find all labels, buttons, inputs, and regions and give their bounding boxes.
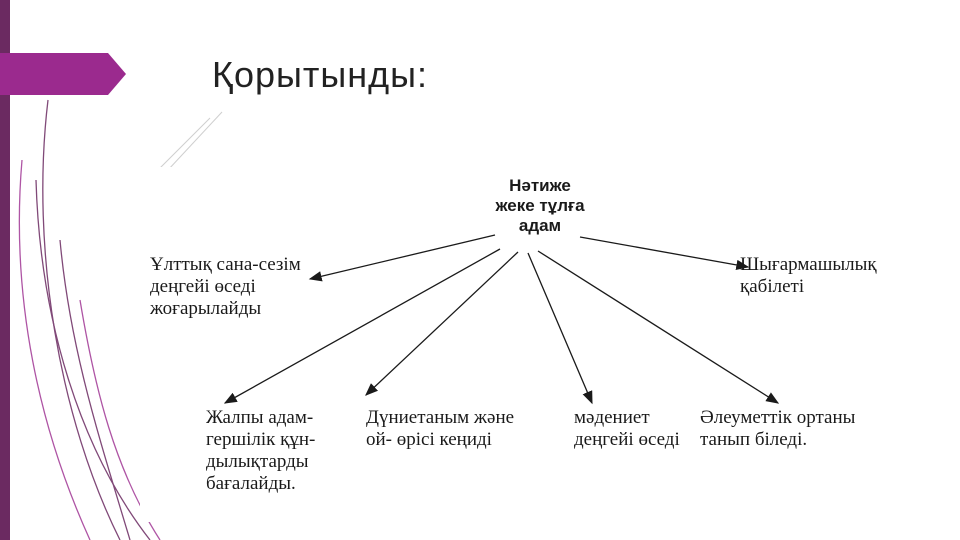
arrow-to-culture	[528, 253, 592, 403]
title-tab-marker	[0, 53, 126, 95]
node-creative-ability: Шығармашылық қабілеті	[740, 254, 877, 297]
node-culture-level: мәдениет деңгейі өседі	[574, 407, 680, 450]
node-universal-values: Жалпы адам- гершілік құн- дылықтарды бағалайды.	[206, 407, 316, 494]
node-worldview: Дүниетаным және ой- өрісі кеңиді	[366, 407, 515, 450]
node-national-consciousness: Ұлттық сана-сезім деңгейі өседі жоғарылайды	[150, 254, 301, 319]
arrow-to-worldview	[366, 252, 518, 395]
node-social-environment: Әлеуметтік ортаны танып біледі.	[700, 407, 856, 450]
arrow-to-creative	[580, 237, 748, 267]
diagram-panel	[140, 167, 923, 522]
slide-title: Қорытынды:	[212, 54, 429, 95]
center-node-result: Нәтиже жеке тұлға адам	[495, 176, 585, 235]
arrow-to-national	[310, 235, 495, 279]
